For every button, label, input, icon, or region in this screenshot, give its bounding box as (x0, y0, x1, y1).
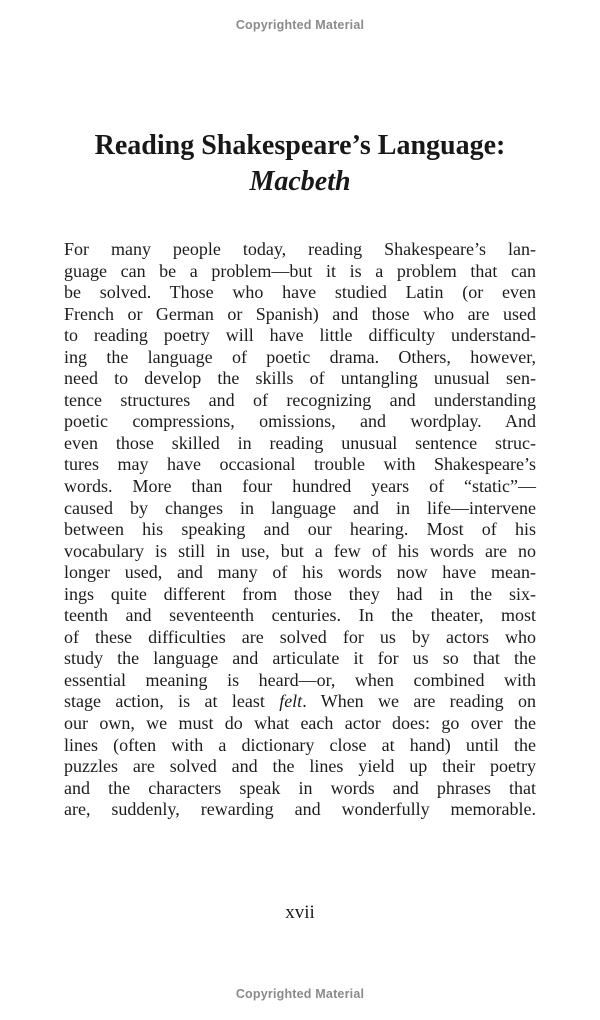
text-line: puzzles are solved and the lines yield up their poetry (64, 756, 536, 777)
chapter-title-line2: Macbeth (249, 166, 351, 197)
text-line: guage can be a problem—but it is a problem that can (64, 260, 536, 281)
text-line: to reading poetry will have little difficulty understand- (64, 325, 536, 346)
text-line: our own, we must do what each actor does: go over the (64, 713, 536, 734)
text-line: lines (often with a dictionary close at hand) until the (64, 734, 536, 755)
text-line: caused by changes in language and in life—intervene (64, 497, 536, 518)
body-paragraph (64, 239, 536, 821)
text-line: poetic compressions, omissions, and wordplay. And (64, 411, 536, 432)
text-line: essential meaning is heard—or, when combined with (64, 669, 536, 690)
text-line: study the language and articulate it for us so that the (64, 648, 536, 669)
text-line: French or German or Spanish) and those who are used (64, 303, 536, 324)
text-line: teenth and seventeenth centuries. In the theater, most (64, 605, 536, 626)
text-line: of these difficulties are solved for us by actors who (64, 626, 536, 647)
text-line: stage action, is at least felt. When we are reading on (64, 691, 537, 712)
text-line: are, suddenly, rewarding and wonderfully memorable. (64, 799, 536, 820)
text-line: words. More than four hundred years of “static”— (64, 476, 536, 497)
text-line: tures may have occasional trouble with Shakespeare’s (64, 454, 536, 475)
text-line: For many people today, reading Shakespeare’s lan- (64, 239, 536, 259)
page-number: xvii (285, 902, 315, 923)
text-line: tence structures and of recognizing and understanding (64, 389, 536, 410)
text-line: and the characters speak in words and phrases that (64, 777, 536, 798)
text-line: vocabulary is still in use, but a few of his words are no (64, 540, 536, 561)
chapter-title (30, 128, 570, 200)
text-line: be solved. Those who have studied Latin (or even (64, 282, 536, 303)
text-line: ings quite different from those they had in the six- (64, 583, 536, 604)
text-line: between his speaking and our hearing. Most of his (64, 519, 536, 540)
copyright-notice-bottom: Copyrighted Material (235, 987, 365, 1001)
chapter-title-line1: Reading Shakespeare’s Language: (94, 130, 506, 161)
text-line: ing the language of poetic drama. Others, however, (64, 346, 536, 367)
text-line: longer used, and many of his words now have mean- (64, 562, 536, 583)
text-line: need to develop the skills of untangling unusual sen- (64, 368, 536, 389)
text-line: even those skilled in reading unusual sentence struc- (64, 432, 536, 453)
copyright-notice-top: Copyrighted Material (235, 18, 365, 32)
